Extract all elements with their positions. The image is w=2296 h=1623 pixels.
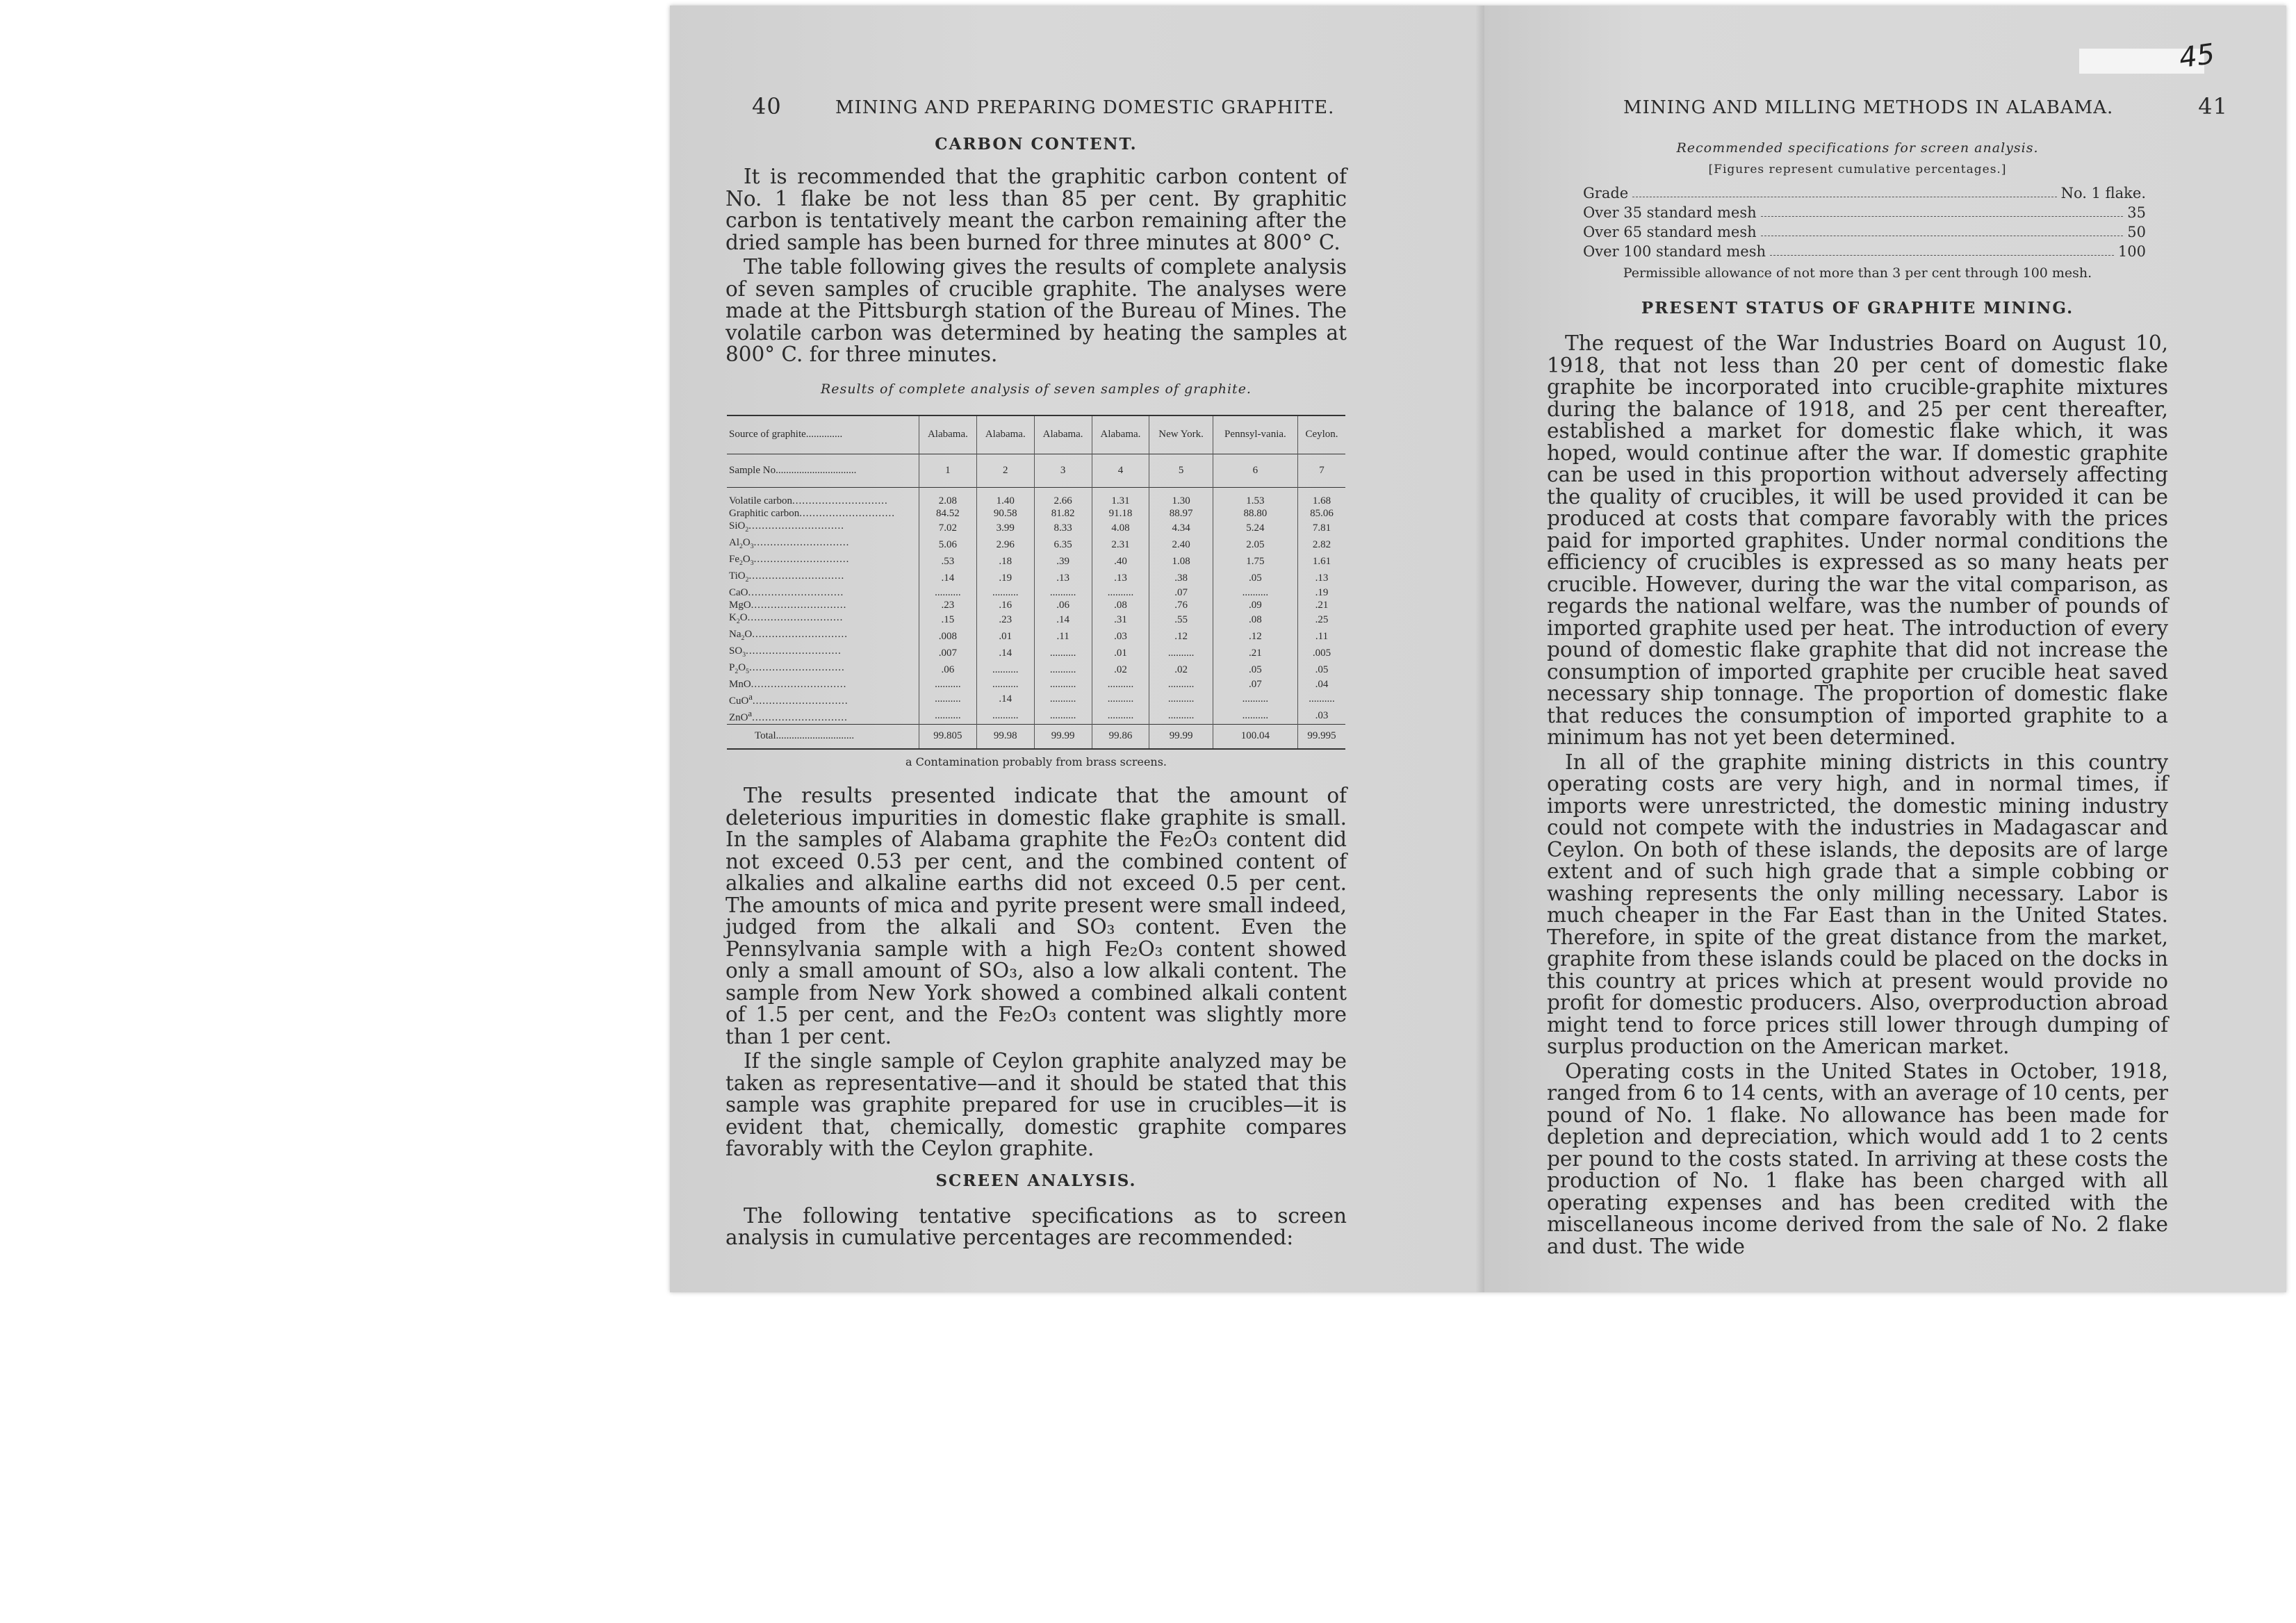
cell-value: 4.34 xyxy=(1149,520,1213,536)
paragraph: The following tentative specifications as to screen analysis in cumulative percentages are recommended: xyxy=(725,1203,1347,1249)
cell-value: .......... xyxy=(1213,691,1297,707)
table-footnote: a Contamination probably from brass screens. xyxy=(905,755,1167,768)
cell-value: .06 xyxy=(919,661,977,678)
cell-value: .07 xyxy=(1149,586,1213,599)
right-content xyxy=(1547,140,2168,1258)
spec-label: Grade xyxy=(1583,185,1629,201)
spec-label: Over 65 standard mesh xyxy=(1583,224,1757,240)
cell-value: .......... xyxy=(1034,586,1092,599)
paragraph: In all of the graphite mining districts in this country operating costs are very high, and in normal times, if imports were unrestricted, the domestic mining industry could not compete with the industries in Madagascar and Ceylon. On both of these islands, the deposits are of large extent and of such high grade that a simple cobbing or washing represents the only milling necessary. Labor is much cheaper in the Far East than in the United States. Therefore, in spite of the great distance from the market, graphite from these islands could be placed on the docks in this country at prices which at present would provide no profit for domestic producers. Also, overproduction abroad might tend to force prices still lower through dumping of surplus production on the American market. xyxy=(1547,750,2168,1058)
cell-value: .......... xyxy=(1149,707,1213,725)
paragraph: If the single sample of Ceylon graphite analyzed may be taken as representative—and it should be stated that this sample was graphite prepared for use in crucibles—it is evident that, chemically, domestic graphite compares favorably with the Ceylon graphite. xyxy=(725,1049,1347,1160)
table-caption: Results of complete analysis of seven samples of graphite. xyxy=(821,381,1252,397)
sample-label: Sample No............................... xyxy=(729,465,857,476)
cell-value: .05 xyxy=(1213,661,1297,678)
right-running-head: MINING AND MILLING METHODS IN ALABAMA. xyxy=(1623,97,2114,118)
cell-value: .......... xyxy=(1149,645,1213,661)
cell-value: 2.31 xyxy=(1092,536,1149,553)
spec-list xyxy=(1583,183,2146,261)
cell-value: 2.40 xyxy=(1149,536,1213,553)
row-label: MgO............................. xyxy=(729,599,847,611)
cell-value: 81.82 xyxy=(1034,507,1092,520)
cell-value: 84.52 xyxy=(919,507,977,520)
cell-value: .19 xyxy=(1298,586,1345,599)
cell-value: .......... xyxy=(919,707,977,725)
cell-value: .09 xyxy=(1213,599,1297,611)
source-header: Ceylon. xyxy=(1298,415,1345,454)
row-label: ZnO$^a$............................. xyxy=(729,708,848,723)
spec-label: Over 35 standard mesh xyxy=(1583,204,1757,221)
cell-value: .15 xyxy=(919,611,977,628)
cell-value: 1.30 xyxy=(1149,495,1213,507)
cell-value: .02 xyxy=(1149,661,1213,678)
paragraph: Operating costs in the United States in October, 1918, ranged from 6 to 14 cents, with an average of 10 cents, per pound of No. 1 flake. No allowance has been made for depletion and depreciation, which would add 1 to 2 cents per pound to the costs stated. In arriving at these costs the production of No. 1 flake has been charged with all operating expenses and has been credited with the miscellaneous income derived from the sale of No. 2 flake and dust. The wide xyxy=(1547,1059,2168,1258)
cell-value: .08 xyxy=(1213,611,1297,628)
table-row xyxy=(727,520,1345,536)
table-row xyxy=(727,599,1345,611)
source-header: Pennsyl-vania. xyxy=(1213,415,1297,454)
cell-value: .12 xyxy=(1213,628,1297,645)
paragraph: It is recommended that the graphitic carbon content of No. 1 flake be not less than 85 per cent. By graphitic carbon is tentatively meant the carbon remaining after the dried sample has been burned for three minutes at 800° C. xyxy=(725,165,1347,254)
row-label: $Al_2O_3$............................. xyxy=(729,536,850,550)
total-value: 99.86 xyxy=(1092,724,1149,749)
table-row xyxy=(727,570,1345,586)
cell-value: .06 xyxy=(1034,599,1092,611)
row-label: CaO............................. xyxy=(729,586,844,598)
cell-value: 88.80 xyxy=(1213,507,1297,520)
cell-value: 1.31 xyxy=(1092,495,1149,507)
cell-value: .......... xyxy=(919,678,977,691)
total-label: Total.............................. xyxy=(755,730,855,742)
sample-number: 7 xyxy=(1298,454,1345,488)
cell-value: .......... xyxy=(976,707,1034,725)
cell-value: .......... xyxy=(919,586,977,599)
total-value: 99.98 xyxy=(976,724,1034,749)
row-label: $K_2O$............................. xyxy=(729,611,844,625)
left-running-head: MINING AND PREPARING DOMESTIC GRAPHITE. xyxy=(835,97,1335,118)
cell-value: 88.97 xyxy=(1149,507,1213,520)
cell-value: .18 xyxy=(976,553,1034,570)
cell-value: 1.53 xyxy=(1213,495,1297,507)
cell-value: .......... xyxy=(1034,707,1092,725)
cell-value: .......... xyxy=(1092,678,1149,691)
row-label: $P_2O_5$............................. xyxy=(729,661,845,675)
sample-number: 4 xyxy=(1092,454,1149,488)
row-label: $Fe_2O_3$............................. xyxy=(729,553,850,567)
spec-row xyxy=(1583,222,2146,242)
cell-value: .......... xyxy=(976,678,1034,691)
table-row xyxy=(727,661,1345,678)
cell-value: .39 xyxy=(1034,553,1092,570)
cell-value: .14 xyxy=(919,570,977,586)
cell-value: .40 xyxy=(1092,553,1149,570)
cell-value: .03 xyxy=(1092,628,1149,645)
cell-value: .......... xyxy=(1149,678,1213,691)
cell-value: .16 xyxy=(976,599,1034,611)
cell-value: .19 xyxy=(976,570,1034,586)
cell-value: .......... xyxy=(1034,645,1092,661)
cell-value: .38 xyxy=(1149,570,1213,586)
cell-value: 2.96 xyxy=(976,536,1034,553)
row-label: Volatile carbon............................. xyxy=(729,495,888,506)
carbon-content-heading: CARBON CONTENT. xyxy=(935,135,1138,154)
cell-value: .005 xyxy=(1298,645,1345,661)
cell-value: .11 xyxy=(1034,628,1092,645)
table-row xyxy=(727,628,1345,645)
row-label: $Na_2O$............................. xyxy=(729,628,848,642)
spec-note: Permissible allowance of not more than 3 per cent through 100 mesh. xyxy=(1623,265,2092,281)
spec-label: Over 100 standard mesh xyxy=(1583,243,1766,260)
cell-value: .04 xyxy=(1298,678,1345,691)
row-label: SiO$_2$............................. xyxy=(729,520,844,534)
cell-value: .01 xyxy=(1092,645,1149,661)
cell-value: 7.81 xyxy=(1298,520,1345,536)
source-header: Alabama. xyxy=(1034,415,1092,454)
source-label: Source of graphite.............. xyxy=(729,429,843,440)
cell-value: 1.40 xyxy=(976,495,1034,507)
cell-value: .08 xyxy=(1092,599,1149,611)
spec-value: 35 xyxy=(2127,204,2146,221)
table-row xyxy=(727,691,1345,707)
cell-value: .......... xyxy=(1092,691,1149,707)
table-row xyxy=(727,611,1345,628)
total-value: 99.99 xyxy=(1034,724,1092,749)
cell-value: .......... xyxy=(1034,691,1092,707)
cell-value: .......... xyxy=(1034,678,1092,691)
spec-row xyxy=(1583,242,2146,261)
cell-value: .......... xyxy=(1149,691,1213,707)
cell-value: 2.08 xyxy=(919,495,977,507)
cell-value: .14 xyxy=(976,691,1034,707)
spec-title: Recommended specifications for screen analysis. xyxy=(1676,140,2039,156)
cell-value: .......... xyxy=(1298,691,1345,707)
sample-number: 2 xyxy=(976,454,1034,488)
cell-value: .07 xyxy=(1213,678,1297,691)
table-row xyxy=(727,586,1345,599)
cell-value: .76 xyxy=(1149,599,1213,611)
cell-value: 5.24 xyxy=(1213,520,1297,536)
cell-value: .007 xyxy=(919,645,977,661)
right-page xyxy=(1484,6,2286,1292)
row-label: $SO_3$............................. xyxy=(729,645,842,659)
cell-value: .14 xyxy=(976,645,1034,661)
cell-value: 90.58 xyxy=(976,507,1034,520)
row-label: TiO$_2$............................. xyxy=(729,570,845,584)
table-row xyxy=(727,536,1345,553)
total-value: 99.995 xyxy=(1298,724,1345,749)
table-row xyxy=(727,678,1345,691)
paragraph: The table following gives the results of complete analysis of seven samples of crucible graphite. The analyses were made at the Pittsburgh station of the Bureau of Mines. The volatile carbon was determined by heating the samples at 800° C. for three minutes. xyxy=(725,255,1347,366)
handwritten-page-mark: 45 xyxy=(2177,38,2217,75)
cell-value: .13 xyxy=(1092,570,1149,586)
cell-value: 2.82 xyxy=(1298,536,1345,553)
cell-value: .11 xyxy=(1298,628,1345,645)
cell-value: .12 xyxy=(1149,628,1213,645)
cell-value: .31 xyxy=(1092,611,1149,628)
cell-value: .05 xyxy=(1213,570,1297,586)
row-label: Graphitic carbon............................. xyxy=(729,507,895,519)
total-value: 100.04 xyxy=(1213,724,1297,749)
spec-subtitle: [Figures represent cumulative percentages.] xyxy=(1708,163,2007,176)
spec-value: 50 xyxy=(2127,224,2146,240)
spec-row xyxy=(1583,183,2146,203)
cell-value: .......... xyxy=(1092,586,1149,599)
cell-value: .13 xyxy=(1298,570,1345,586)
cell-value: 7.02 xyxy=(919,520,977,536)
sample-number: 6 xyxy=(1213,454,1297,488)
screen-analysis-heading: SCREEN ANALYSIS. xyxy=(935,1171,1137,1190)
table-row xyxy=(727,707,1345,725)
cell-value: 8.33 xyxy=(1034,520,1092,536)
sample-number: 5 xyxy=(1149,454,1213,488)
cell-value: 1.61 xyxy=(1298,553,1345,570)
cell-value: 4.08 xyxy=(1092,520,1149,536)
cell-value: .......... xyxy=(1213,707,1297,725)
cell-value: .23 xyxy=(919,599,977,611)
cell-value: .......... xyxy=(1213,586,1297,599)
row-label: CuO$^a$............................. xyxy=(729,691,848,707)
cell-value: 1.75 xyxy=(1213,553,1297,570)
cell-value: .21 xyxy=(1213,645,1297,661)
source-header: Alabama. xyxy=(919,415,977,454)
cell-value: .008 xyxy=(919,628,977,645)
left-page-number: 40 xyxy=(752,93,782,120)
cell-value: 3.99 xyxy=(976,520,1034,536)
spec-value: No. 1 flake. xyxy=(2060,185,2146,201)
cell-value: .03 xyxy=(1298,707,1345,725)
cell-value: .......... xyxy=(919,691,977,707)
cell-value: .53 xyxy=(919,553,977,570)
cell-value: 85.06 xyxy=(1298,507,1345,520)
right-page-number: 41 xyxy=(2198,93,2228,120)
cell-value: .05 xyxy=(1298,661,1345,678)
paragraph: The request of the War Industries Board on August 10, 1918, that not less than 20 per cent of domestic flake graphite be incorporated into crucible-graphite mixtures during the balance of 1918, and 25 per cent thereafter, established a market for domestic flake which, it was hoped, would continue after the war. If domestic graphite can be used in this proportion without adversely affecting the quality of crucibles, it will be used provided it can be produced at costs that compare favorably with the prices paid for imported graphites. Under normal conditions the efficiency of crucibles is expressed as so many heats per crucible. However, during the war the vital comparison, as regards the national welfare, was the number of pounds of imported graphite used per heat. The introduction of every pound of domestic flake graphite that did not increase the consumption of imported graphite per crucible heat saved necessary ship tonnage. The proportion of domestic flake that reduces the consumption of imported graphite to a minimum has not yet been determined. xyxy=(1547,331,2168,749)
cell-value: .01 xyxy=(976,628,1034,645)
left-page xyxy=(670,6,1484,1292)
cell-value: .......... xyxy=(976,661,1034,678)
left-content xyxy=(725,135,1347,1249)
cell-value: 2.05 xyxy=(1213,536,1297,553)
row-label: MnO............................. xyxy=(729,678,847,690)
cell-value: .55 xyxy=(1149,611,1213,628)
source-header: Alabama. xyxy=(1092,415,1149,454)
table-row xyxy=(727,507,1345,520)
present-status-heading: PRESENT STATUS OF GRAPHITE MINING. xyxy=(1641,299,2074,318)
cell-value: .02 xyxy=(1092,661,1149,678)
cell-value: .14 xyxy=(1034,611,1092,628)
book-spread xyxy=(670,6,2286,1292)
spec-row xyxy=(1583,203,2146,222)
table-row xyxy=(727,553,1345,570)
cell-value: .25 xyxy=(1298,611,1345,628)
cell-value: 1.68 xyxy=(1298,495,1345,507)
cell-value: .......... xyxy=(1034,661,1092,678)
cell-value: .......... xyxy=(976,586,1034,599)
cell-value: 2.66 xyxy=(1034,495,1092,507)
cell-value: .......... xyxy=(1092,707,1149,725)
sample-number: 1 xyxy=(919,454,977,488)
total-value: 99.99 xyxy=(1149,724,1213,749)
table-row xyxy=(727,645,1345,661)
cell-value: .13 xyxy=(1034,570,1092,586)
left-header xyxy=(752,93,1356,120)
cell-value: 6.35 xyxy=(1034,536,1092,553)
table-row xyxy=(727,495,1345,507)
spec-value: 100 xyxy=(2117,243,2146,260)
cell-value: 91.18 xyxy=(1092,507,1149,520)
total-value: 99.805 xyxy=(919,724,977,749)
source-header: Alabama. xyxy=(976,415,1034,454)
cell-value: .21 xyxy=(1298,599,1345,611)
cell-value: 1.08 xyxy=(1149,553,1213,570)
source-header: New York. xyxy=(1149,415,1213,454)
cell-value: 5.06 xyxy=(919,536,977,553)
sample-number: 3 xyxy=(1034,454,1092,488)
analysis-table xyxy=(727,415,1345,750)
paragraph: The results presented indicate that the amount of deleterious impurities in domestic flake graphite is small. In the samples of Alabama graphite the Fe₂O₃ content did not exceed 0.53 per cent, and the combined content of alkalies and alkaline earths did not exceed 0.5 per cent. The amounts of mica and pyrite present were small indeed, judged from the alkali and SO₃ content. Even the Pennsylvania sample with a high Fe₂O₃ content showed only a small amount of SO₃, also a low alkali content. The sample from New York showed a combined alkali content of 1.5 per cent, and the Fe₂O₃ content was slightly more than 1 per cent. xyxy=(725,784,1347,1048)
cell-value: .23 xyxy=(976,611,1034,628)
